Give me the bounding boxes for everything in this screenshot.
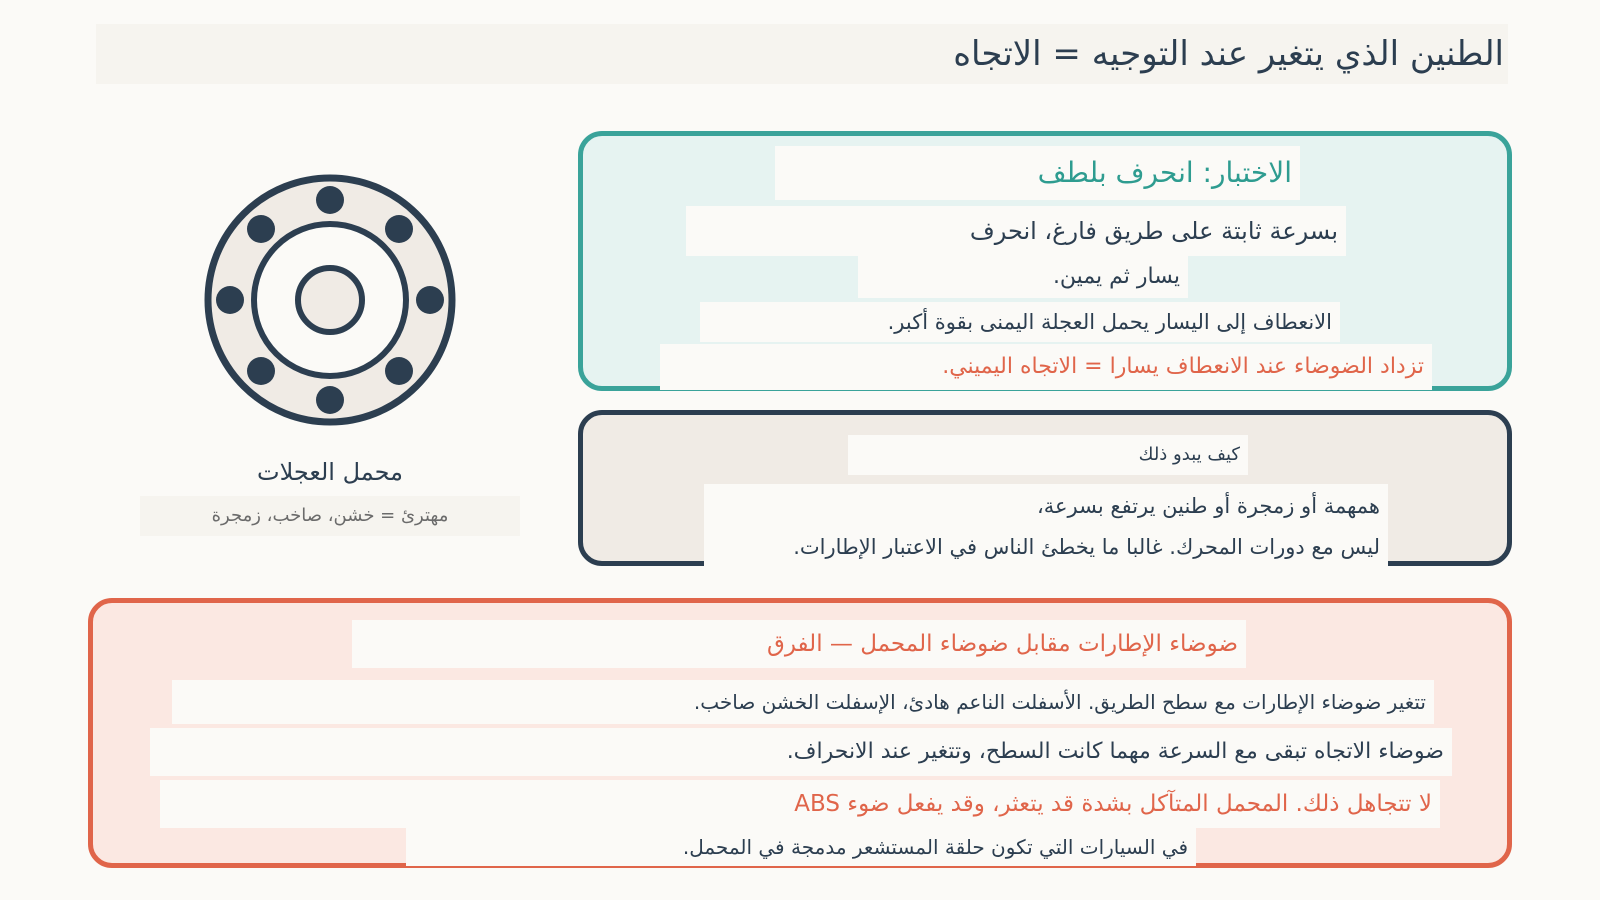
test-box-highlight: تزداد الضوضاء عند الانعطاف يسارا = الاتجاه اليميني. [660,344,1432,390]
bearing-ball [316,186,344,214]
bearing-ball [247,357,275,385]
sound-box-line-1: همهمة أو زمجرة أو طنين يرتفع بسرعة، [704,484,1388,528]
page-title: الطنين الذي يتغير عند التوجيه = الاتجاه [953,34,1504,74]
difference-box-warning: لا تتجاهل ذلك. المحمل المتآكل بشدة قد يتعثر، وقد يفعل ضوء ABS [160,780,1440,828]
sound-box-line-2: ليس مع دورات المحرك. غالبا ما يخطئ الناس في الاعتبار الإطارات. [704,528,1388,566]
test-box-heading: الاختبار: انحرف بلطف [775,146,1300,200]
difference-box-line-4: في السيارات التي تكون حلقة المستشعر مدمجة في المحمل. [406,828,1196,866]
wheel-caption-subtitle: مهترئ = خشن، صاخب، زمجرة [140,496,520,536]
test-box-line-2: يسار ثم يمين. [858,256,1188,298]
difference-box-heading: ضوضاء الإطارات مقابل ضوضاء المحمل — الفرق [352,620,1246,668]
test-box-line-3: الانعطاف إلى اليسار يحمل العجلة اليمنى بقوة أكبر. [700,302,1340,342]
bearing-hub [298,268,362,332]
bearing-ball [385,357,413,385]
sound-box-heading: كيف يبدو ذلك [848,435,1248,475]
bearing-ball [416,286,444,314]
bearing-ball [316,386,344,414]
bearing-ball [247,215,275,243]
wheel-caption-title: محمل العجلات [205,450,455,494]
difference-box-line-1: تتغير ضوضاء الإطارات مع سطح الطريق. الأسفلت الناعم هادئ، الإسفلت الخشن صاخب. [172,680,1434,724]
bearing-ball [385,215,413,243]
difference-box-line-2: ضوضاء الاتجاه تبقى مع السرعة مهما كانت السطح، وتتغير عند الانحراف. [150,728,1452,776]
wheel-bearing-icon [202,172,458,428]
test-box-line-1: بسرعة ثابتة على طريق فارغ، انحرف [686,206,1346,256]
bearing-ball [216,286,244,314]
